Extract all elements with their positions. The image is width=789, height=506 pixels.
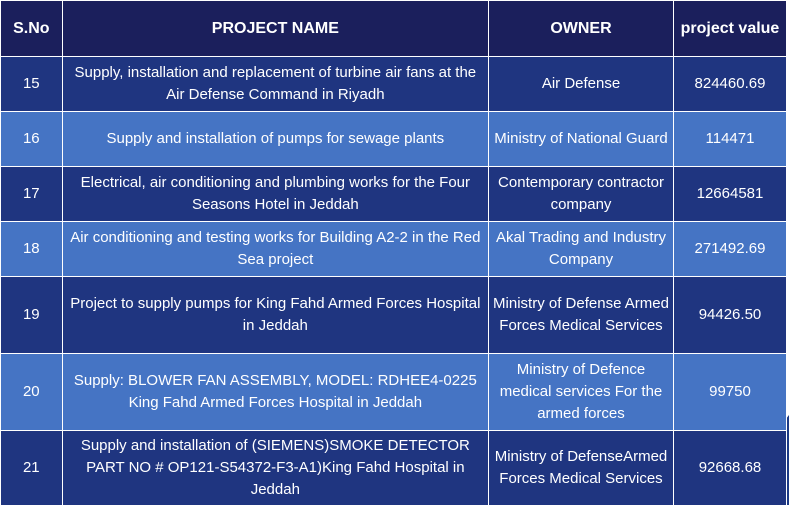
table-row: [1, 222, 787, 277]
table-row: [1, 57, 787, 112]
cell-sno: 19: [1, 277, 63, 354]
cell-sno: 16: [1, 112, 63, 167]
cell-value: 92668.68: [673, 431, 786, 506]
cell-sno: 20: [1, 354, 63, 431]
cell-value: 12664581: [673, 167, 786, 222]
table-row: [1, 167, 787, 222]
cell-value: 94426.50: [673, 277, 786, 354]
header-row: [1, 1, 787, 57]
cell-project-name: Supply and installation of (SIEMENS)SMOKE DETECTOR PART NO # OP121-S54372-F3-A1)King Fahd Hospital in Jeddah: [62, 431, 488, 506]
cell-sno: 15: [1, 57, 63, 112]
table-row: [1, 354, 787, 431]
cell-project-name: Supply and installation of pumps for sewage plants: [62, 112, 488, 167]
cell-project-name: Electrical, air conditioning and plumbing works for the Four Seasons Hotel in Jeddah: [62, 167, 488, 222]
cell-value: 114471: [673, 112, 786, 167]
cell-owner: Akal Trading and Industry Company: [489, 222, 674, 277]
cell-owner: Ministry of Defence medical services For the armed forces: [489, 354, 674, 431]
cell-project-name: Air conditioning and testing works for Building A2-2 in the Red Sea project: [62, 222, 488, 277]
cell-owner: Ministry of DefenseArmed Forces Medical Services: [489, 431, 674, 506]
cell-owner: Ministry of Defense Armed Forces Medical Services: [489, 277, 674, 354]
cell-value: 824460.69: [673, 57, 786, 112]
cell-sno: 17: [1, 167, 63, 222]
cell-project-name: Supply, installation and replacement of turbine air fans at the Air Defense Command in Riyadh: [62, 57, 488, 112]
cell-value: 99750: [673, 354, 786, 431]
cell-sno: 18: [1, 222, 63, 277]
header-project-name: PROJECT NAME: [62, 1, 488, 57]
cell-owner: Air Defense: [489, 57, 674, 112]
header-owner: OWNER: [489, 1, 674, 57]
cell-sno: 21: [1, 431, 63, 506]
table-row: [1, 431, 787, 506]
cell-project-name: Supply: BLOWER FAN ASSEMBLY, MODEL: RDHEE4-0225 King Fahd Armed Forces Hospital in Jeddah: [62, 354, 488, 431]
cell-owner: Contemporary contractor company: [489, 167, 674, 222]
table-row: [1, 112, 787, 167]
header-project-value: project value: [673, 1, 786, 57]
cell-project-name: Project to supply pumps for King Fahd Armed Forces Hospital in Jeddah: [62, 277, 488, 354]
header-sno: S.No: [1, 1, 63, 57]
cell-owner: Ministry of National Guard: [489, 112, 674, 167]
cell-value: 271492.69: [673, 222, 786, 277]
table-row: [1, 277, 787, 354]
